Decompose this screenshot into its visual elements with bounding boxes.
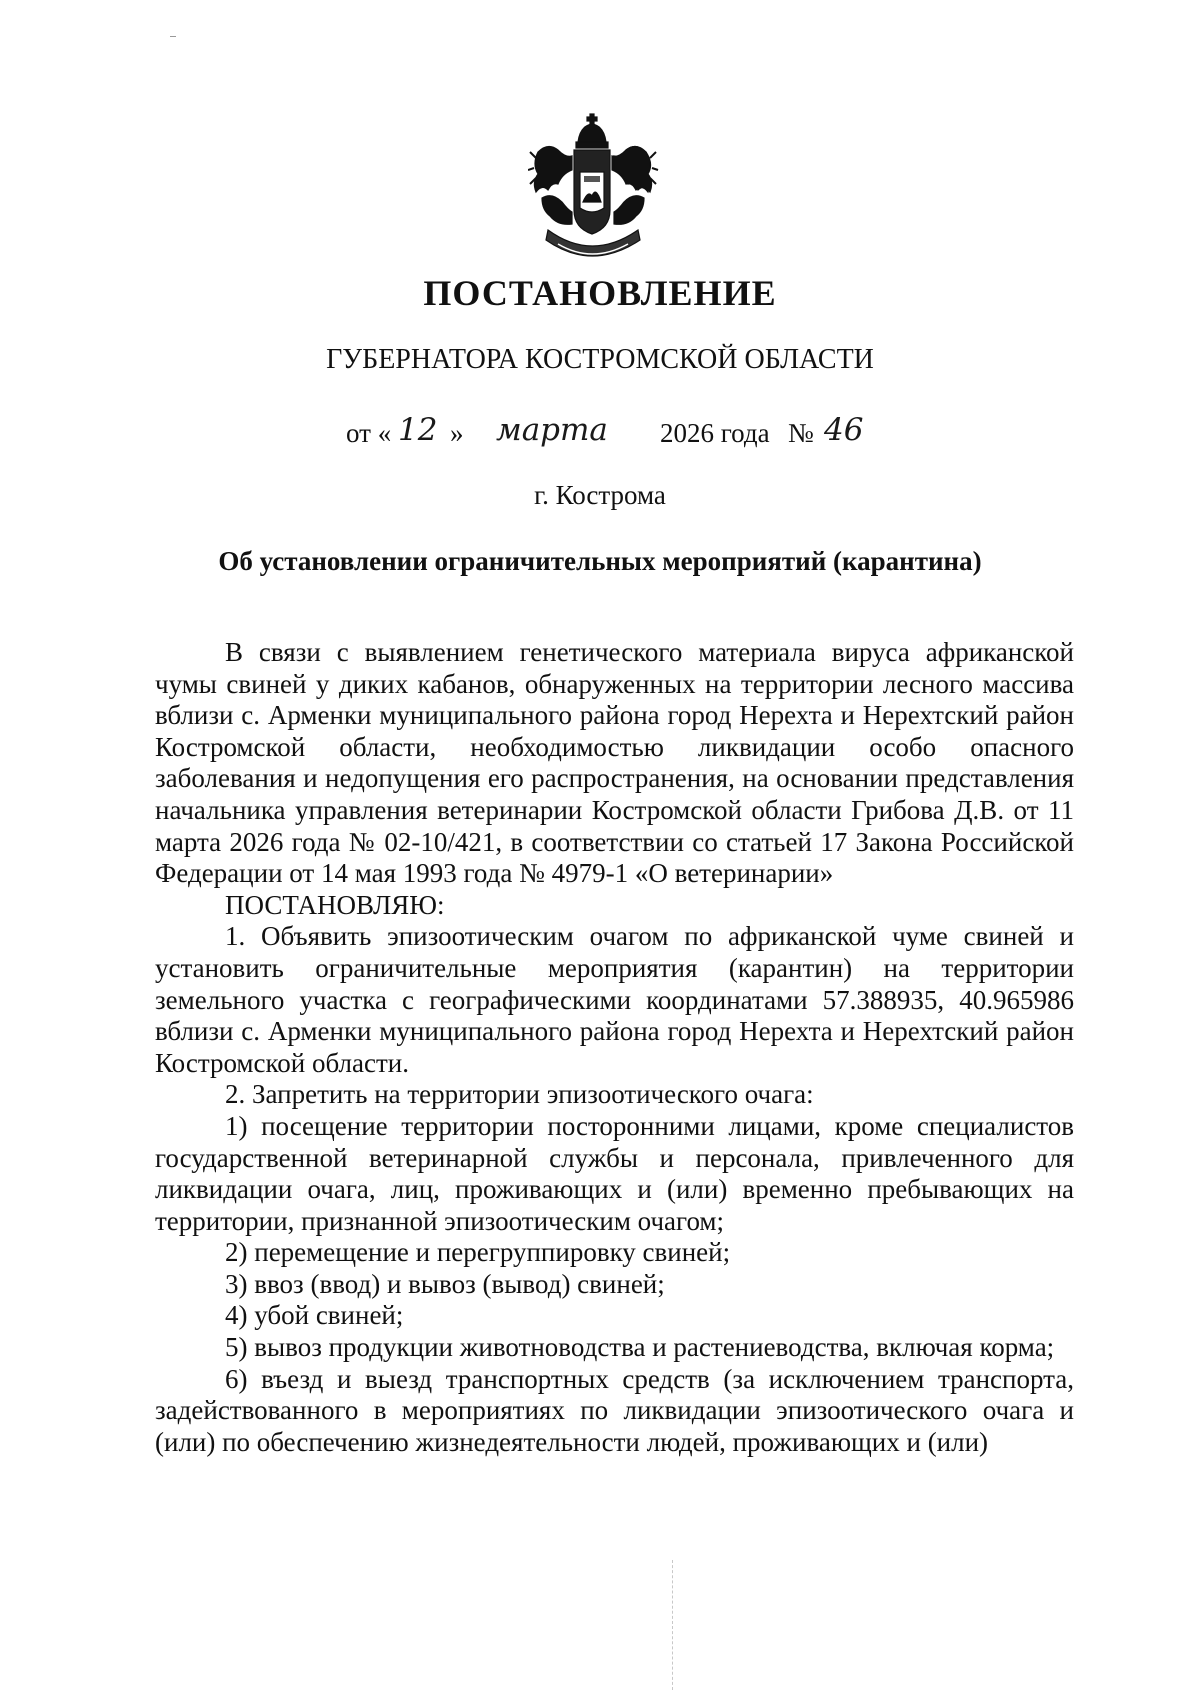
clause-2-item-1: 1) посещение территории посторонними лицами, кроме специалистов государственной ветеринарной службы и персонала, привлеченного для ликвидации очага, лиц, проживающих и (или) временно пребывающих на территории, признанной эпизоотическим очагом;	[155, 1110, 1074, 1236]
issuing-authority: ГУБЕРНАТОРА КОСТРОМСКОЙ ОБЛАСТИ	[326, 344, 874, 375]
clause-2-item-5: 5) вывоз продукции животноводства и растениеводства, включая корма;	[225, 1332, 1055, 1363]
kostroma-coat-of-arms-icon	[528, 112, 688, 270]
scan-artifact	[170, 36, 176, 37]
date-quote-close: »	[450, 418, 464, 448]
document-title: ПОСТАНОВЛЕНИЕ	[423, 273, 777, 313]
date-year: 2026 года	[660, 418, 770, 448]
document-body	[155, 637, 1074, 1458]
clause-2-item-3: 3) ввоз (ввод) и вывоз (вывод) свиней;	[225, 1268, 665, 1299]
number-label: №	[788, 418, 814, 448]
city: г. Кострома	[534, 480, 666, 510]
date-month-handwritten: марта	[496, 412, 608, 448]
date-prefix: от «	[346, 418, 392, 448]
document-subject: Об установлении ограничительных мероприятий (карантина)	[218, 546, 982, 576]
clause-1: 1. Объявить эпизоотическим очагом по африканской чуме свиней и установить ограничительные мероприятия (карантин) на территории земельного участка с географическими координатами 57.388935, 40.965986 вблизи с. Арменки муниципального района город Нерехта и Нерехтский район Костромской области.	[155, 921, 1074, 1078]
clause-2-item-6: 6) въезд и выезд транспортных средств (за исключением транспорта, задействованного в мероприятиях по ликвидации эпизоотического очага и (или) по обеспечению жизнедеятельности людей, проживающих и (или)	[155, 1363, 1074, 1457]
clause-2: 2. Запретить на территории эпизоотического очага:	[225, 1079, 814, 1110]
scan-artifact	[672, 1560, 674, 1690]
clause-2-item-4: 4) убой свиней;	[225, 1300, 404, 1331]
resolution-keyword: ПОСТАНОВЛЯЮ:	[225, 889, 445, 920]
document-number-handwritten: 46	[824, 412, 864, 448]
date-day-handwritten: 12	[398, 412, 438, 448]
clause-2-item-2: 2) перемещение и перегруппировку свиней;	[225, 1237, 731, 1268]
preamble-paragraph: В связи с выявлением генетического материала вируса африканской чумы свиней у диких кабанов, обнаруженных на территории лесного массива вблизи с. Арменки муниципального района город Нерехта и Нерехтский район Костромской области, необходимостью ликвидации особо опасного заболевания и недопущения его распространения, на основании представления начальника управления ветеринарии Костромской области Грибова Д.В. от 11 марта 2026 года № 02-10/421, в соответствии со статьей 17 Закона Российской Федерации от 14 мая 1993 года № 4979-1 «О ветеринарии»	[155, 637, 1074, 889]
date-line	[346, 412, 966, 460]
